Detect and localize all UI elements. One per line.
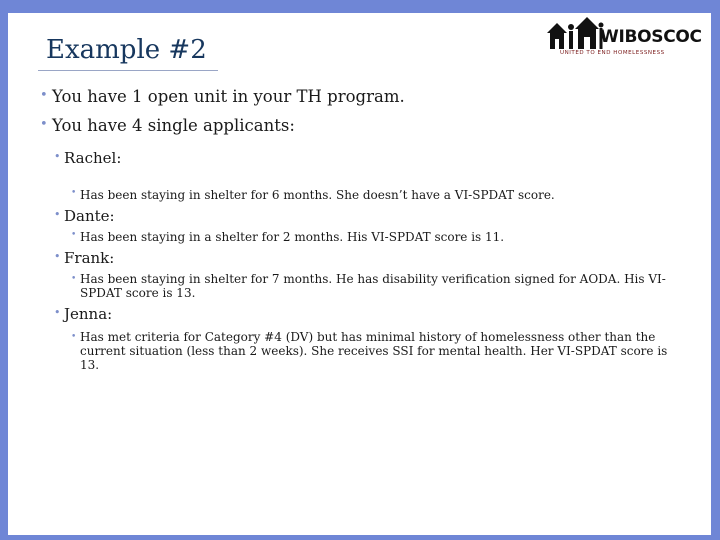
title-underline xyxy=(38,70,218,71)
wiboscoc-logo xyxy=(545,13,702,63)
applicant-detail: Has been staying in a shelter for 2 months. His VI-SPDAT score is 11. xyxy=(80,230,505,244)
applicant-name-dante xyxy=(54,207,115,225)
bullet-icon: • xyxy=(54,250,61,263)
bullet-icon: • xyxy=(71,230,77,240)
applicant-name: Dante: xyxy=(64,207,115,225)
bullet-open-unit xyxy=(40,87,405,106)
applicant-detail-jenna xyxy=(71,330,685,372)
bullet-applicants xyxy=(40,116,295,135)
slide-title: Example #2 xyxy=(46,35,207,65)
applicant-name-jenna xyxy=(54,305,113,323)
applicant-name: Frank: xyxy=(64,249,115,267)
applicant-name: Jenna: xyxy=(64,305,113,323)
applicant-name: Rachel: xyxy=(64,149,122,167)
applicant-detail-frank xyxy=(71,272,670,300)
bullet-text: You have 1 open unit in your TH program. xyxy=(52,87,405,106)
bullet-icon: • xyxy=(40,88,48,103)
applicant-detail: Has been staying in shelter for 6 months. She doesn’t have a VI-SPDAT score. xyxy=(80,188,555,202)
bullet-text: You have 4 single applicants: xyxy=(52,116,295,135)
bullet-icon: • xyxy=(71,332,77,342)
bullet-icon: • xyxy=(40,117,48,132)
logo-tagline: UNITED TO END HOMELESSNESS xyxy=(560,50,665,56)
applicant-detail-dante xyxy=(71,230,505,244)
bullet-icon: • xyxy=(71,274,77,284)
bullet-icon: • xyxy=(71,188,77,198)
applicant-name-rachel xyxy=(54,149,122,167)
bullet-icon: • xyxy=(54,306,61,319)
houses-people-icon xyxy=(545,13,605,53)
applicant-detail: Has met criteria for Category #4 (DV) but has minimal history of homelessness other than the current situation (less than 2 weeks). She receives SSI for mental health. Her VI-SPDAT score is 13. xyxy=(80,330,668,372)
logo-name: WIBOSCOC xyxy=(600,27,702,47)
applicant-detail-rachel xyxy=(71,188,555,202)
applicant-name-frank xyxy=(54,249,115,267)
bullet-icon: • xyxy=(54,150,61,163)
slide xyxy=(8,13,711,535)
bullet-icon: • xyxy=(54,208,61,221)
applicant-detail: Has been staying in shelter for 7 months. He has disability verification signed for AODA. His VI-SPDAT score is 13. xyxy=(80,272,666,300)
